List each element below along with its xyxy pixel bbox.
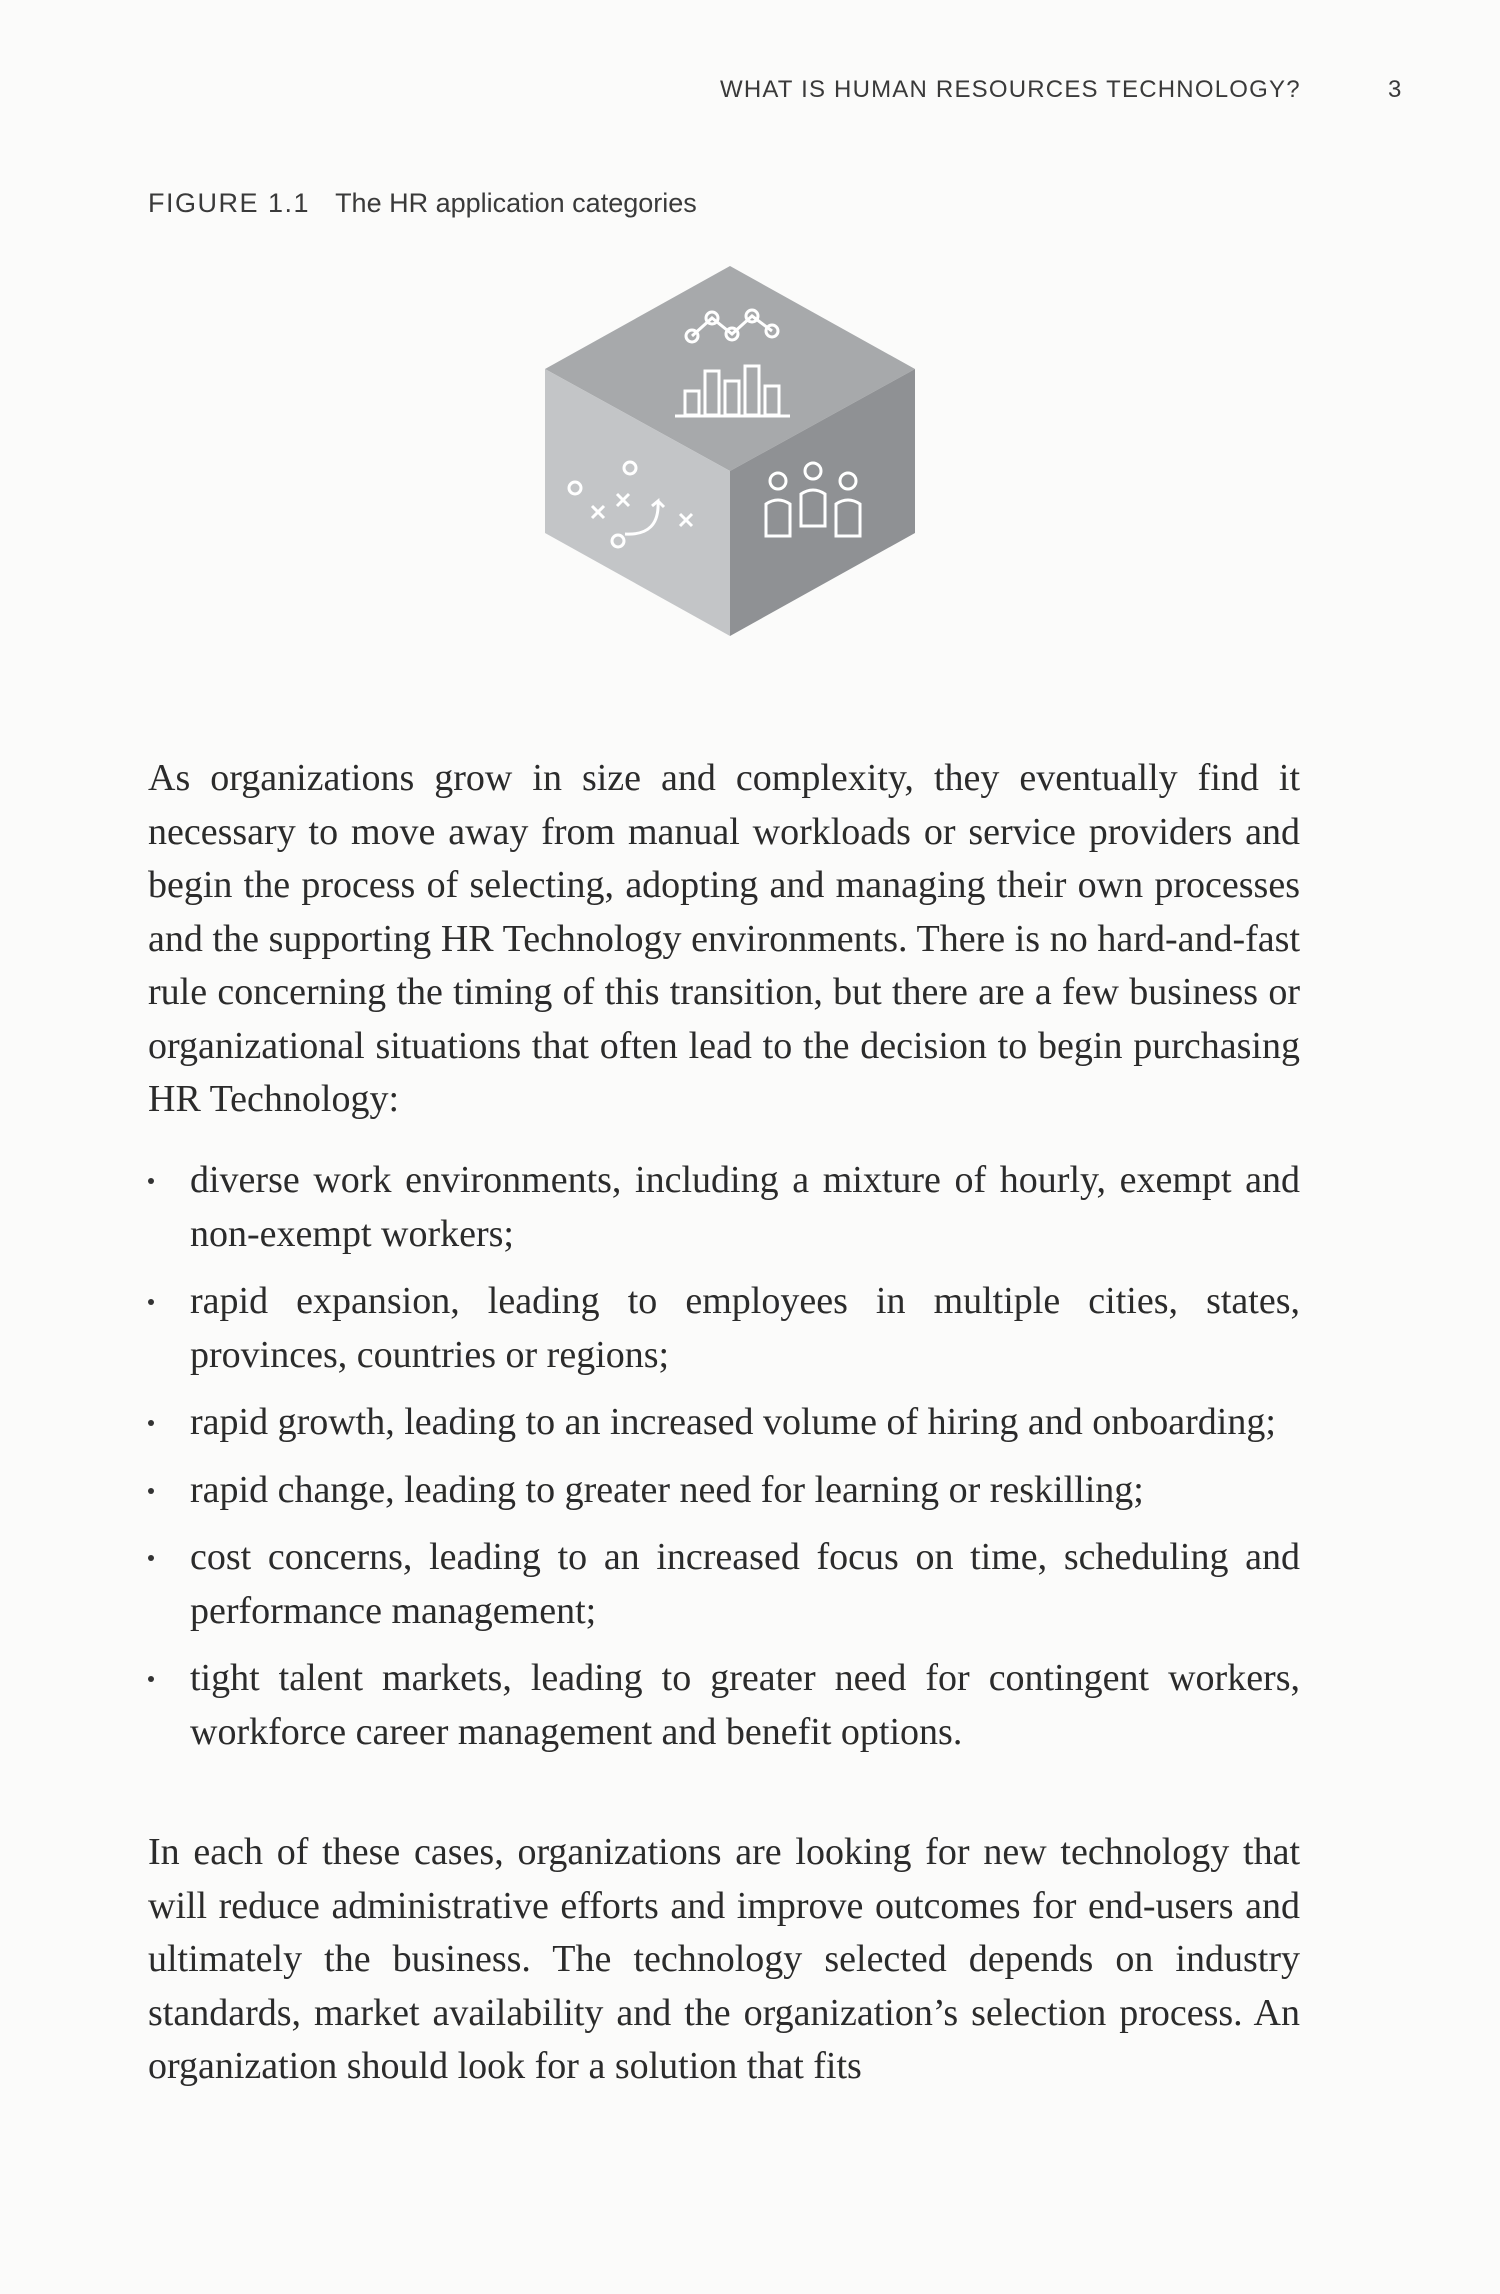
intro-paragraph: As organizations grow in size and complexity, they eventually find it necessary to move away from manual workloads or service providers and begin the process of selecting, adopting and managing their own processes and the supporting HR Technology environments. There is no hard-and-fast rule concerning the timing of this transition, but there are a few business or organizational situations that often lead to the decision to begin purchasing HR Technology: (148, 757, 1300, 1120)
situations-bullet-list (148, 1154, 1300, 1773)
closing-paragraph: In each of these cases, organizations are looking for new technology that will reduce administrative efforts and improve outcomes for end-users and ultimately the business. The technology selected depends on industry standards, market availability and the organization’s selection process. An organization should look for a solution that fits (148, 1831, 1300, 2087)
figure-caption (148, 188, 697, 219)
list-item (148, 1396, 1300, 1450)
hr-categories-cube (530, 256, 930, 646)
list-item (148, 1464, 1300, 1518)
list-item-text: rapid expansion, leading to employees in multiple cities, states, provinces, countries or regions; (190, 1280, 1300, 1376)
list-item (148, 1154, 1300, 1261)
bullet-marker (148, 1555, 154, 1561)
running-head: WHAT IS HUMAN RESOURCES TECHNOLOGY? (720, 76, 1301, 103)
figure-number: FIGURE 1.1 (148, 188, 311, 218)
bullet-marker (148, 1420, 154, 1426)
list-item-text: rapid growth, leading to an increased volume of hiring and onboarding; (190, 1401, 1276, 1443)
bullet-marker (148, 1488, 154, 1494)
list-item-text: cost concerns, leading to an increased focus on time, scheduling and performance management; (190, 1536, 1300, 1632)
list-item-text: tight talent markets, leading to greater need for contingent workers, workforce career management and benefit options. (190, 1657, 1300, 1753)
figure-caption-text: The HR application categories (335, 188, 697, 218)
list-item (148, 1652, 1300, 1759)
bullet-marker (148, 1299, 154, 1305)
bullet-marker (148, 1676, 154, 1682)
list-item-text: rapid change, leading to greater need for learning or reskilling; (190, 1468, 1144, 1511)
bullet-marker (148, 1178, 154, 1184)
list-item-text: diverse work environments, including a mixture of hourly, exempt and non-exempt workers; (190, 1159, 1300, 1255)
page-number: 3 (1388, 76, 1402, 103)
list-item (148, 1531, 1300, 1638)
list-item (148, 1275, 1300, 1382)
